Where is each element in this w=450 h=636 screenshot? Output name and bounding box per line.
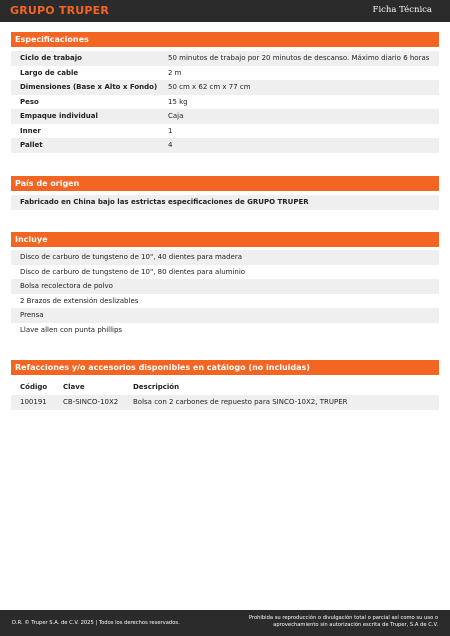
- spec-row: [11, 80, 439, 95]
- spec-row: [11, 51, 439, 66]
- spec-label: Empaque individual: [20, 112, 98, 120]
- spec-value: 15 kg: [168, 98, 188, 106]
- include-item: [11, 323, 439, 338]
- footer-bar: [0, 610, 450, 636]
- spec-value: 2 m: [168, 69, 182, 77]
- include-item-text: Bolsa recolectora de polvo: [20, 282, 113, 290]
- spec-label: Largo de cable: [20, 69, 79, 77]
- spec-label: Peso: [20, 98, 39, 106]
- include-item: [11, 265, 439, 280]
- spec-row: [11, 124, 439, 139]
- include-item-text: Disco de carburo de tungsteno de 10", 40 dientes para madera: [20, 253, 243, 261]
- origin-text: Fabricado en China bajo las estrictas especificaciones de GRUPO TRUPER: [20, 198, 309, 206]
- include-item-text: 2 Brazos de extensión deslizables: [20, 297, 139, 305]
- table-row: [11, 395, 439, 410]
- include-item: [11, 294, 439, 309]
- spec-label: Inner: [20, 127, 41, 135]
- origin-row: [11, 195, 439, 210]
- part-key: CB-SINCO-10X2: [63, 398, 119, 406]
- spec-row: [11, 138, 439, 153]
- specs-section-title: Especificaciones: [11, 32, 439, 47]
- brand-logo: GRUPO TRUPER: [10, 4, 110, 17]
- include-item-text: Disco de carburo de tungsteno de 10", 80 dientes para aluminio: [20, 268, 246, 276]
- spec-label: Dimensiones (Base x Alto x Fondo): [20, 83, 158, 91]
- spec-value: 1: [168, 127, 173, 135]
- include-item-text: Prensa: [20, 311, 44, 319]
- spec-label: Pallet: [20, 141, 43, 149]
- spec-row: [11, 109, 439, 124]
- header-key: Clave: [63, 383, 85, 391]
- spec-label: Ciclo de trabajo: [20, 54, 82, 62]
- part-code: 100191: [20, 398, 47, 406]
- include-item: [11, 250, 439, 265]
- header-code: Código: [20, 383, 48, 391]
- legal-notice-line-2: aprovechamiento sin autorización escrita de Truper, S.A de C.V.: [273, 622, 438, 628]
- include-item: [11, 279, 439, 294]
- include-item-text: Llave allen con punta phillips: [20, 326, 123, 334]
- spec-row: [11, 66, 439, 81]
- origin-section-title: País de origen: [11, 176, 439, 191]
- copyright-text: D.R. © Truper S.A. de C.V. 2025 | Todos los derechos reservados.: [12, 620, 180, 626]
- parts-table-header: [11, 380, 439, 394]
- legal-notice-line-1: Prohibida su reproducción o divulgación total o parcial así como su uso o: [248, 615, 438, 621]
- spec-row: [11, 95, 439, 110]
- spec-value: 50 cm x 62 cm x 77 cm: [168, 83, 251, 91]
- spec-value: 4: [168, 141, 173, 149]
- parts-section-title: Refacciones y/o accesorios disponibles en catálogo (no incluidas): [11, 360, 439, 375]
- header-bar: [0, 0, 450, 22]
- spec-value: Caja: [168, 112, 184, 120]
- includes-section-title: Incluye: [11, 232, 439, 247]
- part-description: Bolsa con 2 carbones de repuesto para SINCO-10X2, TRUPER: [133, 398, 348, 406]
- include-item: [11, 308, 439, 323]
- legal-notice: [228, 615, 438, 629]
- spec-value: 50 minutos de trabajo por 20 minutos de descanso. Máximo diario 6 horas: [168, 54, 430, 62]
- header-description: Descripción: [133, 383, 180, 391]
- document-type: Ficha Técnica: [372, 5, 432, 15]
